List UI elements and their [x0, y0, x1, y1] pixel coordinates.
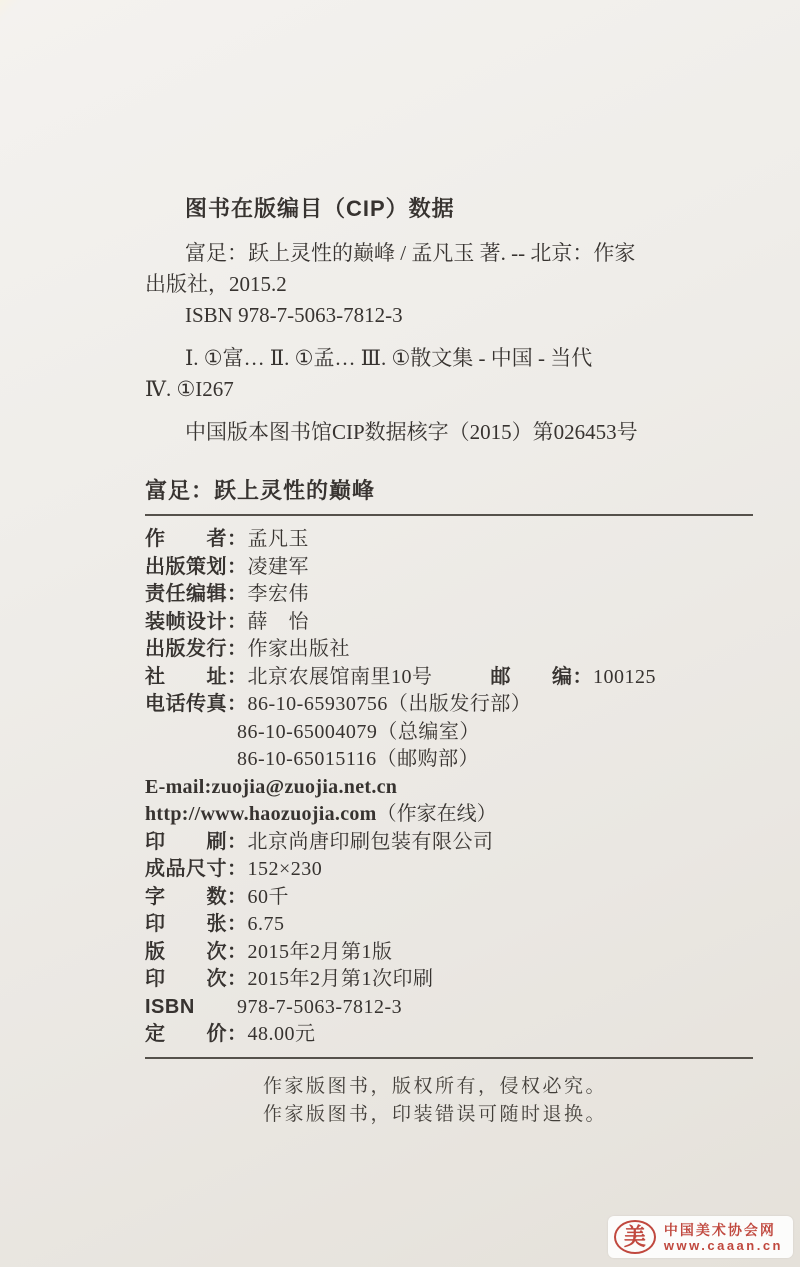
watermark-badge: [608, 1216, 793, 1258]
info-value: http://www.haozuojia.com: [145, 803, 377, 825]
publication-info-list: [145, 526, 755, 1049]
info-value: 李宏伟: [247, 583, 309, 605]
notice-exchange: 作家版图书，印装错误可随时退换。: [263, 1103, 608, 1125]
info-row: [145, 939, 755, 967]
cip-body: [145, 238, 755, 448]
info-label: 印 刷：: [145, 830, 248, 853]
info-value: 北京农展馆南里10号: [247, 665, 433, 688]
info-row: [145, 911, 755, 939]
watermark-text: [664, 1222, 783, 1253]
info-row: [145, 856, 755, 884]
cip-isbn-line: ISBN 978-7-5063-7812-3: [185, 303, 403, 327]
notice-copyright: 作家版图书，版权所有，侵权必究。: [263, 1075, 608, 1097]
spacer: [145, 331, 755, 343]
cip-class-line-1: Ⅰ. ①富… Ⅱ. ①孟… Ⅲ. ①散文集 - 中国 - 当代: [185, 346, 593, 370]
cip-entry-line-1: 富足：跃上灵性的巅峰 / 孟凡玉 著. -- 北京：作家: [185, 241, 636, 265]
info-label: 邮 编：: [490, 665, 593, 688]
info-value: 2015年2月第1版: [247, 940, 393, 963]
info-row: [145, 774, 755, 802]
divider-top: [145, 514, 753, 516]
info-value: 60千: [247, 885, 289, 908]
info-label: 电话传真：: [145, 693, 248, 715]
info-row: [145, 554, 755, 582]
info-label: 字 数：: [145, 885, 248, 908]
caaan-logo-icon: [614, 1220, 656, 1254]
watermark-site-url: www.caaan.cn: [663, 1237, 783, 1253]
info-row: [145, 581, 755, 609]
cip-registry-line: 中国版本图书馆CIP数据核字（2015）第026453号: [185, 420, 638, 444]
info-row: [145, 746, 755, 774]
cip-class-line-2: Ⅳ. ①I267: [145, 377, 234, 401]
info-value: 作家出版社: [247, 638, 350, 660]
info-row: [145, 691, 755, 719]
divider-bottom: [145, 1057, 753, 1059]
info-value: 北京尚唐印刷包装有限公司: [247, 830, 494, 853]
info-label: 装帧设计：: [145, 610, 248, 633]
info-label: 出版发行：: [145, 638, 248, 660]
spacer: [145, 405, 755, 417]
cip-heading: 图书在版编目（CIP）数据: [185, 196, 455, 221]
info-label: 出版策划：: [145, 555, 248, 578]
info-value: 6.75: [247, 913, 285, 935]
watermark-site-name: 中国美术协会网: [663, 1221, 776, 1238]
info-label: 责任编辑：: [145, 583, 248, 605]
info-value: 86-10-65930756（出版发行部）: [247, 693, 532, 715]
info-row: [145, 719, 755, 747]
info-label: 印 次：: [145, 968, 248, 990]
info-value: 152×230: [247, 858, 323, 880]
info-value: 薛 怡: [247, 610, 309, 633]
info-value: 2015年2月第1次印刷: [247, 968, 434, 990]
info-row: [145, 664, 755, 692]
info-label: 版 次：: [145, 940, 248, 963]
info-row: [145, 801, 755, 829]
info-label: 作 者：: [145, 528, 248, 550]
info-row: [145, 609, 755, 637]
info-row: [145, 994, 755, 1022]
info-row: [145, 829, 755, 857]
info-label: 成品尺寸：: [145, 858, 248, 880]
info-value: E-mail:zuojia@zuojia.net.cn: [145, 775, 398, 798]
info-label: 社 址：: [145, 665, 248, 688]
caaan-logo-glyph: 美: [623, 1223, 646, 1250]
info-value: 100125: [593, 665, 656, 688]
info-row: [145, 884, 755, 912]
cip-section: [145, 196, 755, 448]
info-value: 凌建军: [247, 555, 309, 578]
info-row: [145, 526, 755, 554]
info-value: 孟凡玉: [247, 528, 309, 550]
info-value: 978-7-5063-7812-3: [237, 995, 403, 1018]
info-label: 定 价：: [145, 1023, 248, 1045]
info-suffix: （作家在线）: [376, 803, 497, 825]
info-value: 86-10-65015116（邮购部）: [237, 748, 480, 770]
info-value: 48.00元: [247, 1023, 316, 1045]
info-row: [145, 1021, 755, 1049]
info-label: 印 张：: [145, 913, 248, 935]
info-label: ISBN: [145, 995, 195, 1018]
info-row: [145, 966, 755, 994]
info-value: 86-10-65004079（总编室）: [237, 720, 480, 743]
info-row: [145, 636, 755, 664]
notices: [263, 1073, 755, 1129]
book-title: 富足：跃上灵性的巅峰: [145, 478, 376, 503]
cip-entry-line-2: 出版社，2015.2: [145, 272, 287, 296]
